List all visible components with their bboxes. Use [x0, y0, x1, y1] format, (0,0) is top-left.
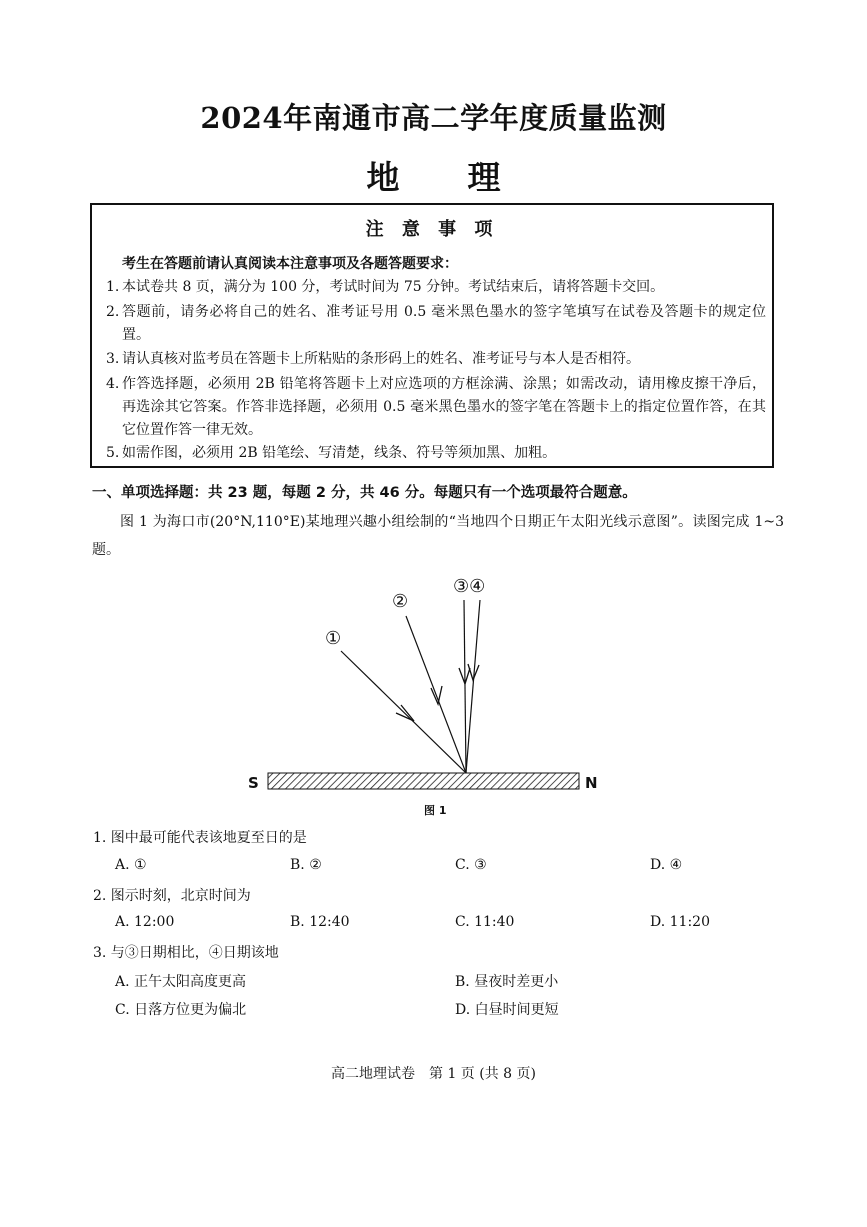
question-3-option-c[interactable]: C. 日落方位更为偏北 [115, 1002, 247, 1018]
figure-caption: 图 1 [424, 804, 447, 817]
ray-label-3-4: ③④ [453, 576, 486, 597]
page-footer: 高二地理试卷 第 1 页 (共 8 页) [331, 1066, 536, 1082]
question-intro: 图 1 为海口市(20°N,110°E)某地理兴趣小组绘制的“当地四个日期正午太阳光线示意图”。读图完成 1~3 题。 [92, 514, 784, 558]
figure-sun-rays [230, 568, 630, 798]
north-label: N [585, 774, 598, 792]
sun-ray-1 [341, 651, 466, 773]
notice-item-num: 4. [106, 376, 120, 392]
subject-char-2: 理 [467, 158, 501, 197]
notice-item-num: 5. [106, 445, 120, 461]
notice-item-num: 2. [106, 304, 120, 320]
ray-label-1: ① [325, 628, 342, 649]
question-2-option-c[interactable]: C. 11:40 [455, 914, 515, 930]
question-1-option-c[interactable]: C. ③ [455, 857, 487, 873]
question-2-option-b[interactable]: B. 12:40 [290, 914, 350, 930]
notice-item-text: 本试卷共 8 页，满分为 100 分，考试时间为 75 分钟。考试结束后，请将答题卡交回。 [122, 279, 665, 295]
notice-item-3 [106, 348, 766, 371]
notice-item-5 [106, 442, 766, 465]
notice-item-text: 答题前，请务必将自己的姓名、准考证号用 0.5 毫米黑色墨水的签字笔填写在试卷及答题卡的规定位置。 [122, 304, 766, 343]
notice-item-2 [106, 301, 766, 347]
ground-surface [268, 773, 579, 789]
question-2-option-d[interactable]: D. 11:20 [650, 914, 710, 930]
question-1-option-b[interactable]: B. ② [290, 857, 322, 873]
question-1-option-d[interactable]: D. ④ [650, 857, 683, 873]
question-3-option-a[interactable]: A. 正午太阳高度更高 [115, 974, 247, 990]
section-heading: 一、单项选择题：共 23 题，每题 2 分，共 46 分。每题只有一个选项最符合题意。 [92, 485, 637, 501]
south-label: S [248, 774, 259, 792]
ray-label-2: ② [392, 591, 409, 612]
exam-title: 2024年南通市高二学年度质量监测 [200, 101, 667, 135]
question-3-option-d[interactable]: D. 白昼时间更短 [455, 1002, 559, 1018]
question-2-stem: 2. 图示时刻，北京时间为 [93, 888, 251, 904]
question-2-option-a[interactable]: A. 12:00 [115, 914, 175, 930]
notice-item-num: 1. [106, 279, 120, 295]
subject-title [0, 152, 867, 199]
sun-ray-3 [464, 600, 466, 773]
notice-intro: 考生在答题前请认真阅读本注意事项及各题答题要求： [122, 256, 458, 272]
notice-item-num: 3. [106, 351, 120, 367]
notice-item-text: 如需作图，必须用 2B 铅笔绘、写清楚，线条、符号等须加黑、加粗。 [122, 445, 557, 461]
question-1-stem: 1. 图中最可能代表该地夏至日的是 [93, 830, 307, 846]
notice-item-1 [106, 276, 766, 299]
subject-char-1: 地 [366, 158, 400, 197]
notice-title: 注 意 事 项 [365, 219, 499, 240]
ray-4-arrow-icon [468, 664, 479, 680]
notice-item-4 [106, 373, 766, 442]
notice-item-text: 作答选择题，必须用 2B 铅笔将答题卡上对应选项的方框涂满、涂黑；如需改动，请用橡皮擦干净后，再选涂其它答案。作答非选择题，必须用 0.5 毫米黑色墨水的签字笔在答题卡上的指定位置作答，在其它位置作答一律无效。 [122, 376, 766, 438]
notice-item-text: 请认真核对监考员在答题卡上所粘贴的条形码上的姓名、准考证号与本人是否相符。 [122, 351, 640, 367]
sun-ray-2 [406, 616, 466, 773]
question-3-option-b[interactable]: B. 昼夜时差更小 [455, 974, 559, 990]
sun-ray-4 [466, 600, 480, 773]
question-3-stem: 3. 与③日期相比，④日期该地 [93, 945, 279, 961]
question-1-option-a[interactable]: A. ① [115, 857, 147, 873]
notice-box [90, 203, 774, 468]
